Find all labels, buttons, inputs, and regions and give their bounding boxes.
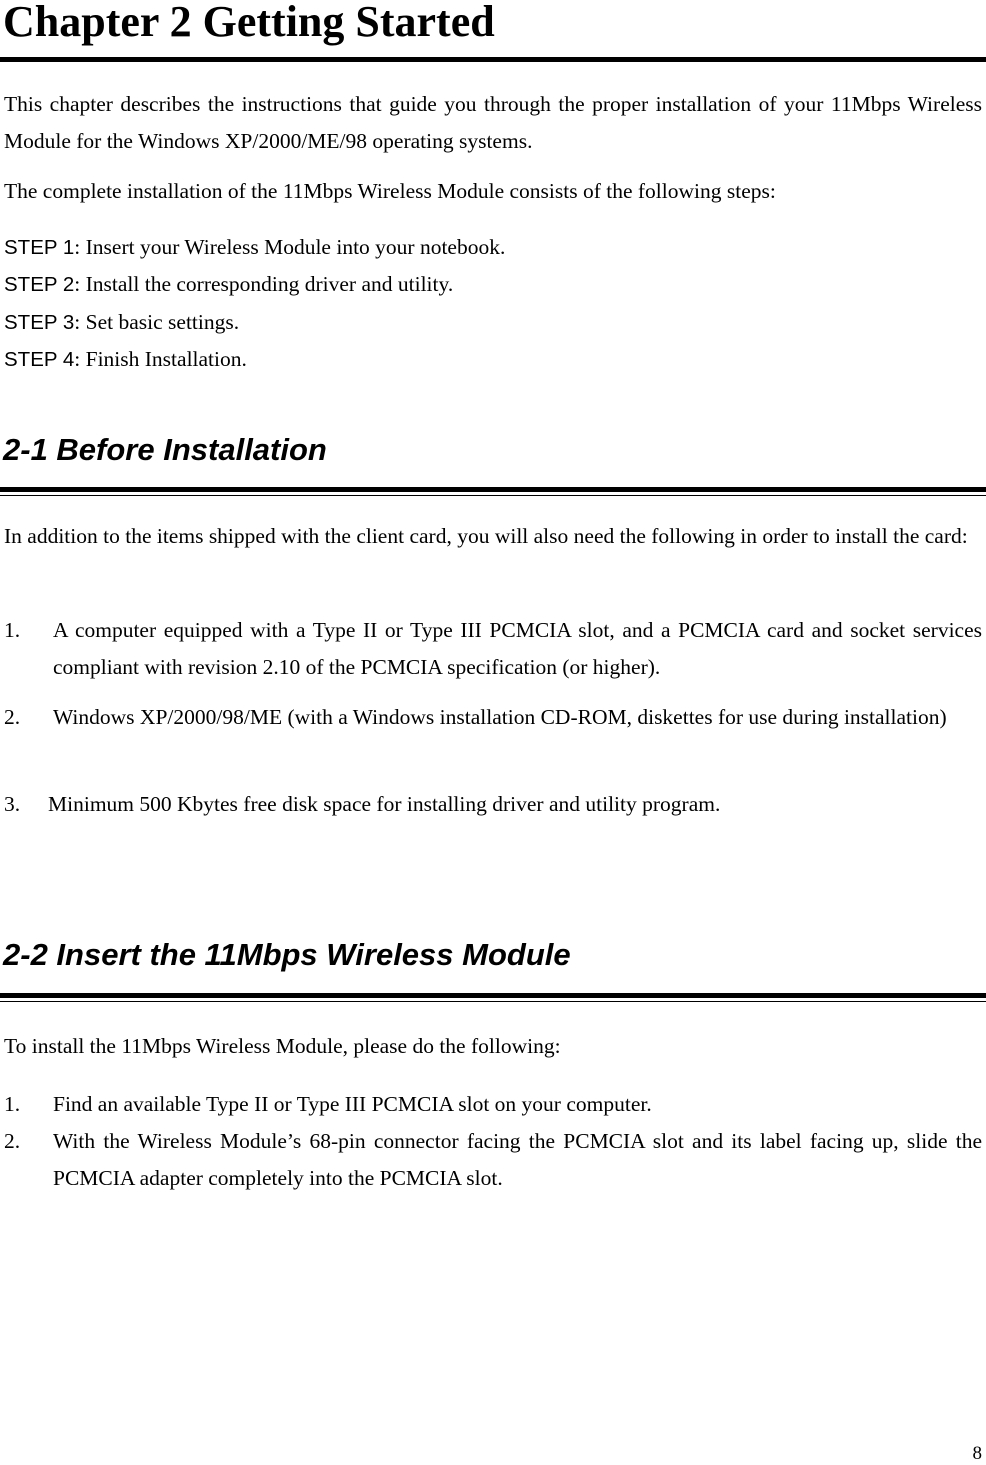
chapter-title-rule <box>0 57 986 62</box>
step-label: STEP 1 <box>4 236 75 259</box>
list-number: 2. <box>4 705 21 729</box>
list-item: Find an available Type II or Type III PCMCIA slot on your computer. <box>53 1092 652 1116</box>
step-1 <box>4 232 505 263</box>
intro-paragraph: This chapter describes the instructions that guide you through the proper installation of your 11Mbps Wireless Module for the Windows XP/2000/ME/98 operating systems. <box>4 92 982 153</box>
section-title-before-installation: 2-1 Before Installation <box>3 432 327 467</box>
section2-intro: To install the 11Mbps Wireless Module, please do the following: <box>4 1034 561 1058</box>
list-number: 1. <box>4 1092 21 1116</box>
list-item: Windows XP/2000/98/ME (with a Windows installation CD-ROM, diskettes for use during installation) <box>53 705 947 729</box>
step-text: : Set basic settings. <box>74 310 240 334</box>
step-text: : Insert your Wireless Module into your notebook. <box>74 235 506 259</box>
step-text: : Finish Installation. <box>74 347 247 371</box>
step-label: STEP 2 <box>4 273 75 296</box>
chapter-title: Chapter 2 Getting Started <box>3 0 495 46</box>
steps-intro-paragraph: The complete installation of the 11Mbps Wireless Module consists of the following steps: <box>4 179 776 203</box>
step-2 <box>4 269 453 300</box>
step-text: : Install the corresponding driver and utility. <box>74 272 454 296</box>
section-rule-thick <box>0 993 986 998</box>
section-title-insert-module: 2-2 Insert the 11Mbps Wireless Module <box>3 937 571 972</box>
list-number: 2. <box>4 1129 21 1153</box>
section-rule-thick <box>0 487 986 492</box>
list-item: Minimum 500 Kbytes free disk space for installing driver and utility program. <box>48 792 721 816</box>
section-rule-thin <box>0 1001 986 1002</box>
list-item: With the Wireless Module’s 68-pin connector facing the PCMCIA slot and its label facing up, slide the PCMCIA adapter completely into the PCMCIA slot. <box>53 1129 982 1190</box>
step-4 <box>4 344 247 375</box>
section-rule-thin <box>0 495 986 496</box>
list-number: 1. <box>4 618 21 642</box>
section1-intro: In addition to the items shipped with the client card, you will also need the following in order to install the card: <box>4 524 968 548</box>
step-label: STEP 3 <box>4 311 75 334</box>
page-number: 8 <box>972 1443 982 1464</box>
step-label: STEP 4 <box>4 348 75 371</box>
list-number: 3. <box>4 792 21 816</box>
list-item: A computer equipped with a Type II or Type III PCMCIA slot, and a PCMCIA card and socket services compliant with revision 2.10 of the PCMCIA specification (or higher). <box>53 618 982 679</box>
step-3 <box>4 307 239 338</box>
